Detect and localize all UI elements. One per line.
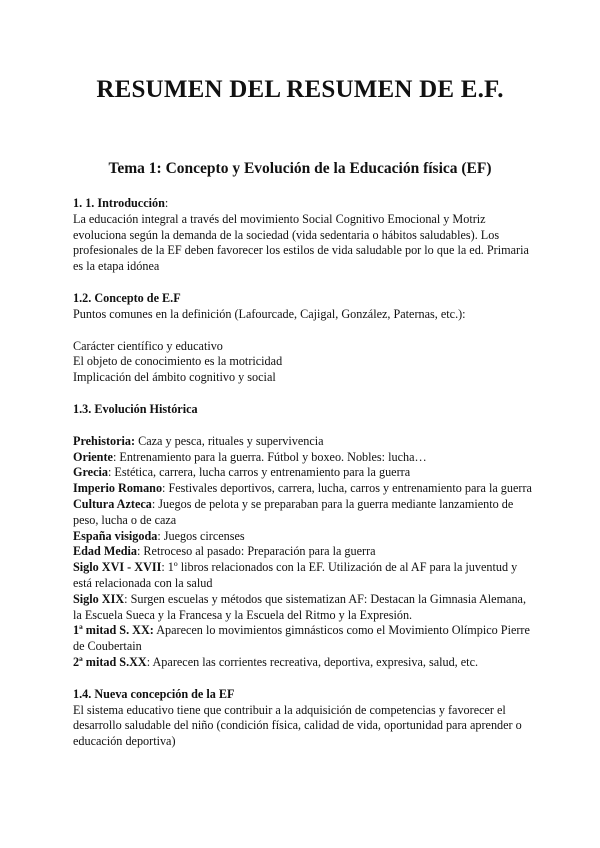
evolucion-entry bbox=[73, 497, 533, 529]
evolucion-text: Caza y pesca, rituales y supervivencia bbox=[135, 433, 324, 448]
evolucion-term: Oriente bbox=[73, 449, 113, 464]
concepto-paragraph: Puntos comunes en la definición (Lafourcade, Cajigal, González, Paternas, etc.): bbox=[73, 306, 466, 321]
intro-heading-text: 1. 1. Introducción bbox=[73, 196, 165, 210]
document-body bbox=[73, 196, 533, 750]
concepto-item: El objeto de conocimiento es la motricidad bbox=[73, 354, 283, 369]
evolucion-term: Edad Media bbox=[73, 544, 137, 559]
evolucion-text: : Festivales deportivos, carrera, lucha, carros y entrenamiento para la guerra bbox=[162, 481, 532, 496]
evolucion-term: España visigoda bbox=[73, 528, 158, 543]
evolucion-entry bbox=[73, 529, 533, 545]
evolucion-term: Imperio Romano bbox=[73, 481, 163, 496]
nueva-paragraph: El sistema educativo tiene que contribuir a la adquisición de competencias y favorecer el desarrollo saludable del niño (condición física, calidad de vida, oportunidad para aprender o educación deportiva) bbox=[73, 702, 522, 749]
evolucion-entry bbox=[73, 465, 533, 481]
evolucion-text: : Entrenamiento para la guerra. Fútbol y boxeo. Nobles: lucha… bbox=[112, 449, 427, 464]
section-concepto bbox=[73, 291, 533, 386]
intro-paragraph: La educación integral a través del movimiento Social Cognitivo Emocional y Motriz evoluciona según la demanda de la sociedad (vida sedentaria o hábitos saludables). Los profesionales de la EF deben favorecer los estilos de vida saludable por lo que la ed. Primaria es la etapa idónea bbox=[73, 211, 529, 274]
evolucion-entry bbox=[73, 450, 533, 466]
intro-heading-suffix: : bbox=[164, 196, 169, 210]
concepto-item: Implicación del ámbito cognitivo y social bbox=[73, 370, 276, 385]
evolucion-term: 1ª mitad S. XX: bbox=[73, 623, 154, 638]
evolucion-text: : Surgen escuelas y métodos que sistematizan AF: Destacan la Gimnasia Alemana, la Escuela Sueca y la Francesa y la Escuela del Ritmo y la Expresión. bbox=[73, 591, 527, 622]
section-heading-nueva-concepcion: 1.4. Nueva concepción de la EF bbox=[73, 686, 235, 701]
evolucion-entry bbox=[73, 592, 533, 624]
evolucion-entry bbox=[73, 481, 533, 497]
section-introduccion bbox=[73, 196, 533, 275]
evolucion-entry bbox=[73, 623, 533, 655]
evolucion-term: Prehistoria: bbox=[73, 433, 136, 448]
section-evolucion bbox=[73, 402, 533, 671]
evolucion-entry bbox=[73, 560, 533, 592]
evolucion-term: 2ª mitad S.XX bbox=[73, 654, 147, 669]
evolucion-text: : 1º libros relacionados con la EF. Utilización de al AF para la juventud y está relacionada con la salud bbox=[73, 560, 518, 590]
evolucion-entry bbox=[73, 434, 533, 450]
section-heading-evolucion: 1.3. Evolución Histórica bbox=[73, 401, 198, 416]
evolucion-text: Aparecen lo movimientos gimnásticos como el Movimiento Olímpico Pierre de Coubertain bbox=[73, 623, 530, 654]
evolucion-text: : Aparecen las corrientes recreativa, deportiva, expresiva, salud, etc. bbox=[146, 654, 479, 669]
evolucion-entry bbox=[73, 655, 533, 671]
section-heading-introduccion bbox=[73, 196, 533, 212]
tema-title: Tema 1: Concepto y Evolución de la Educación física (EF) bbox=[108, 160, 492, 177]
evolucion-term: Siglo XIX bbox=[73, 591, 125, 606]
evolucion-text: : Estética, carrera, lucha carros y entrenamiento para la guerra bbox=[107, 465, 411, 480]
evolucion-text: : Juegos circenses bbox=[157, 528, 245, 543]
evolucion-term: Siglo XVI - XVII bbox=[73, 560, 162, 575]
evolucion-text: : Retroceso al pasado: Preparación para la guerra bbox=[137, 544, 376, 559]
section-heading-concepto: 1.2. Concepto de E.F bbox=[73, 290, 181, 305]
evolucion-term: Grecia bbox=[73, 465, 108, 480]
evolucion-text: : Juegos de pelota y se preparaban para la guerra mediante lanzamiento de peso, lucha o de caza bbox=[73, 496, 514, 527]
concepto-item: Carácter científico y educativo bbox=[73, 338, 223, 353]
document-title: RESUMEN DEL RESUMEN DE E.F. bbox=[96, 76, 504, 103]
evolucion-term: Cultura Azteca bbox=[73, 496, 152, 511]
section-nueva-concepcion bbox=[73, 687, 533, 750]
evolucion-entry bbox=[73, 544, 533, 560]
